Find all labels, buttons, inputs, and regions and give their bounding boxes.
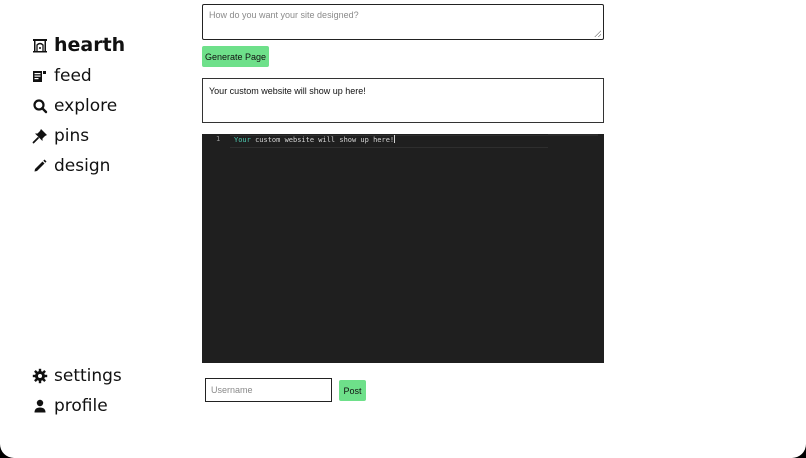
sidebar-item-explore[interactable]	[32, 96, 117, 116]
sidebar-item-label: feed	[54, 66, 92, 86]
editor-minimap[interactable]	[548, 134, 598, 136]
sidebar-item-profile[interactable]	[32, 396, 108, 416]
preview-text: Your custom website will show up here!	[209, 86, 366, 96]
generate-page-button[interactable]: Generate Page	[202, 46, 269, 67]
text-cursor	[394, 135, 395, 143]
resize-handle[interactable]	[594, 30, 601, 37]
code-text: custom website will show up here!	[250, 136, 395, 144]
code-editor[interactable]	[202, 134, 604, 363]
sidebar-item-label: explore	[54, 96, 118, 116]
design-prompt-input[interactable]	[203, 5, 603, 39]
code-line[interactable]	[234, 135, 395, 144]
username-field-box	[205, 378, 332, 402]
site-preview	[202, 78, 604, 123]
sidebar-item-label: design	[54, 156, 111, 176]
search-icon	[32, 98, 48, 114]
line-number: 1	[216, 135, 221, 143]
newspaper-icon	[32, 68, 48, 84]
design-prompt-box	[202, 4, 604, 40]
sidebar-item-label: profile	[54, 396, 108, 416]
brand-home-link[interactable]	[32, 34, 125, 56]
pin-icon	[32, 128, 48, 144]
post-button[interactable]: Post	[339, 380, 366, 401]
sidebar-item-feed[interactable]	[32, 66, 92, 86]
sidebar-item-pins[interactable]	[32, 126, 89, 146]
sidebar-item-settings[interactable]	[32, 366, 122, 386]
brand-name: hearth	[54, 34, 126, 56]
pencil-icon	[32, 158, 48, 174]
house-icon	[32, 37, 48, 53]
code-keyword: Your	[234, 136, 251, 144]
username-input[interactable]	[206, 379, 331, 401]
gear-icon	[32, 368, 48, 384]
user-icon	[32, 398, 48, 414]
sidebar-item-design[interactable]	[32, 156, 110, 176]
sidebar-item-label: pins	[54, 126, 90, 146]
sidebar-item-label: settings	[54, 366, 122, 386]
